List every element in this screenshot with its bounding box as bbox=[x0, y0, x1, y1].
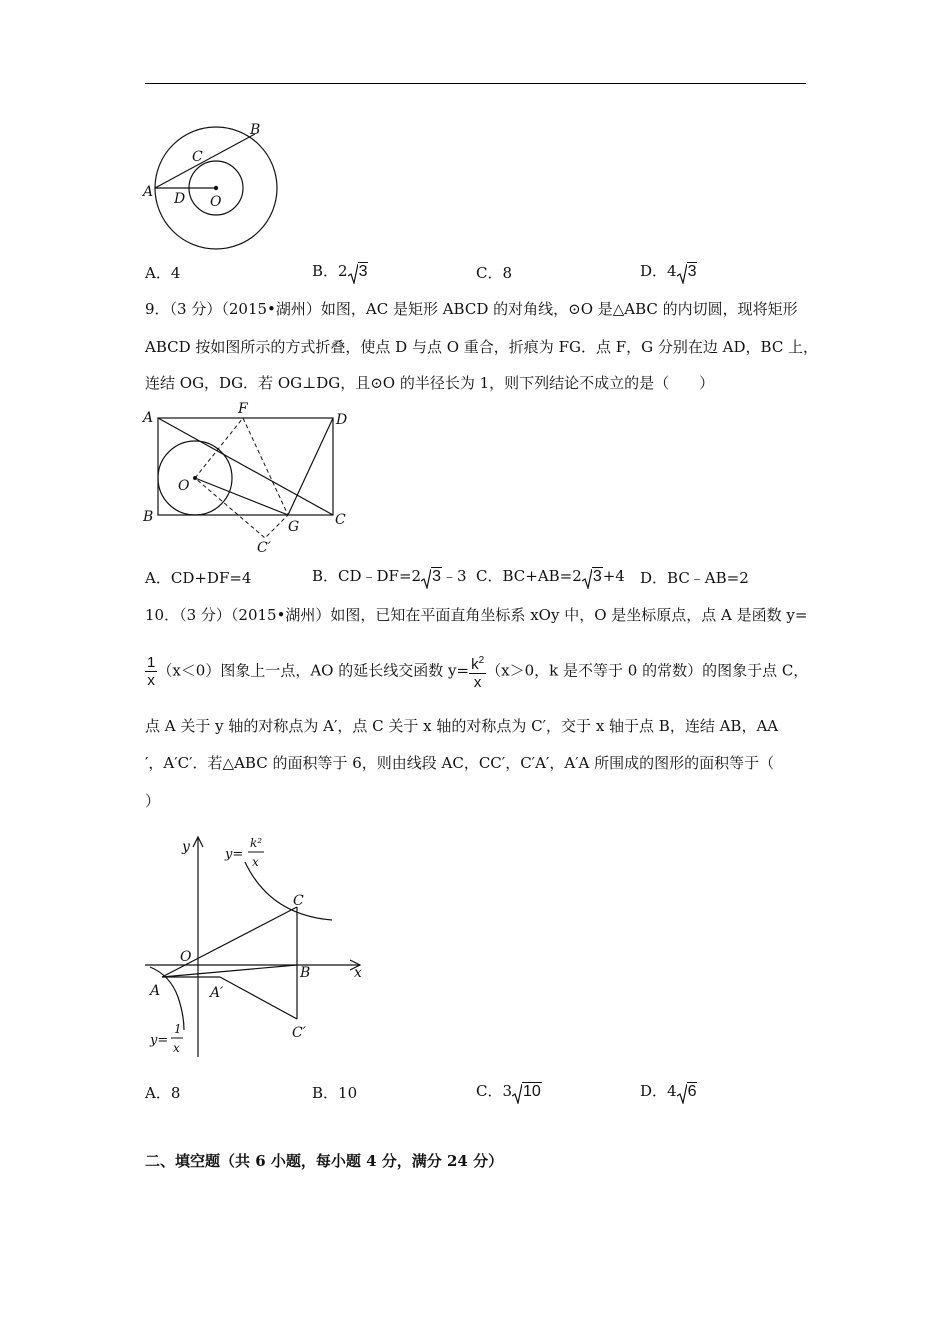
q9-figure bbox=[140, 400, 365, 560]
fold-lines bbox=[195, 418, 288, 538]
q8-option-d: D．4 3 bbox=[640, 260, 697, 281]
header-rule bbox=[145, 83, 806, 84]
label-g: G bbox=[288, 519, 300, 535]
q10-figure bbox=[140, 825, 380, 1065]
label-a: A bbox=[143, 410, 154, 426]
label-f: F bbox=[238, 401, 248, 417]
q10-line-4: ′，A′C′．若△ABC 的面积等于 6，则由线段 AC，CC′，C′A′，A′A 所围成的图形的面积等于（ bbox=[145, 754, 775, 772]
label-b: B bbox=[300, 965, 311, 981]
q8-option-b: B．2 3 bbox=[312, 260, 368, 281]
q9-option-d: D．BC﹣AB=2 bbox=[640, 569, 749, 587]
label-c: C bbox=[335, 512, 346, 528]
label-fn-top: y= bbox=[225, 847, 244, 862]
label-o: O bbox=[210, 194, 222, 210]
q8-option-c: C．8 bbox=[476, 264, 513, 282]
label-fn-top-den: x bbox=[252, 855, 259, 869]
diagonal-ac bbox=[158, 418, 333, 515]
q10-option-d: D．4 6 bbox=[640, 1080, 697, 1101]
label-d: D bbox=[336, 412, 348, 428]
label-fn-top-num: k² bbox=[250, 836, 263, 850]
sqrt-symbol: 10 bbox=[512, 1082, 542, 1101]
section-heading: 二、填空题（共 6 小题，每小题 4 分，满分 24 分） bbox=[145, 1152, 504, 1170]
q9-option-b: B．CD﹣DF=2 3﹣3 bbox=[312, 565, 467, 586]
sqrt-symbol: 3 bbox=[582, 567, 603, 586]
q8-option-a: A．4 bbox=[145, 264, 181, 282]
sqrt-symbol: 3 bbox=[677, 262, 698, 281]
label-x: x bbox=[354, 965, 362, 981]
label-o: O bbox=[180, 949, 192, 965]
q10-option-a: A．8 bbox=[145, 1084, 181, 1102]
segment-a-prime-c-prime bbox=[220, 977, 297, 1019]
q10-line-2: $\frac{1}{x}$ （x＜0）图象上一点，AO 的延长线交函数 y= $\frac{k^2}{x}$ （x＞0，k 是不等于 0 的常数）的图象于点 C， bbox=[147, 654, 809, 691]
q10-line-3: 点 A 关于 y 轴的对称点为 A′，点 C 关于 x 轴的对称点为 C′，交于 x 轴于点 B，连结 AB，AA bbox=[145, 717, 779, 735]
point-o bbox=[193, 476, 197, 480]
label-c-prime: C′ bbox=[257, 540, 271, 556]
sqrt-symbol: 6 bbox=[677, 1082, 698, 1101]
segment-og bbox=[195, 478, 288, 515]
q9-option-c: C．BC+AB=2 3+4 bbox=[476, 565, 625, 586]
chord-ab bbox=[155, 134, 255, 188]
label-c: C bbox=[192, 149, 203, 165]
label-b: B bbox=[143, 509, 154, 525]
label-d: D bbox=[174, 191, 186, 207]
q10-line-5: ） bbox=[145, 792, 161, 810]
label-o: O bbox=[178, 478, 190, 494]
label-y: y bbox=[182, 839, 190, 855]
center-point bbox=[214, 186, 218, 190]
label-fn-bot: y= bbox=[150, 1033, 169, 1048]
q8-figure bbox=[140, 118, 290, 258]
q10-option-b: B．10 bbox=[312, 1084, 358, 1102]
fraction-k2-over-x: $\frac{k^2}{x}$ bbox=[469, 652, 486, 691]
label-c: C bbox=[293, 893, 304, 909]
label-fn-bot-den: x bbox=[173, 1041, 180, 1055]
label-a: A bbox=[150, 983, 161, 999]
segment-dg bbox=[288, 418, 333, 515]
label-fn-bot-num: 1 bbox=[174, 1022, 182, 1036]
label-c-prime: C′ bbox=[292, 1025, 306, 1041]
label-a-prime: A′ bbox=[210, 985, 224, 1001]
q10-line-1: 10．（3 分）（2015•湖州）如图，已知在平面直角坐标系 xOy 中，O 是坐标原点，点 A 是函数 y= bbox=[145, 606, 808, 624]
q9-option-a: A．CD+DF=4 bbox=[145, 569, 252, 587]
fraction-1-over-x: $\frac{1}{x}$ bbox=[147, 654, 156, 689]
q10-option-c: C．3 10 bbox=[476, 1080, 542, 1101]
label-b: B bbox=[250, 122, 261, 138]
q9-line-3: 连结 OG，DG．若 OG⊥DG，且⊙O 的半径长为 1，则下列结论不成立的是（ ） bbox=[145, 374, 715, 392]
sqrt-symbol: 3 bbox=[348, 262, 369, 281]
sqrt-symbol: 3 bbox=[421, 567, 442, 586]
q9-line-1: 9．（3 分）（2015•湖州）如图，AC 是矩形 ABCD 的对角线，⊙O 是△ABC 的内切圆，现将矩形 bbox=[145, 300, 798, 318]
q9-line-2: ABCD 按如图所示的方式折叠，使点 D 与点 O 重合，折痕为 FG．点 F，G 分别在边 AD，BC 上， bbox=[145, 338, 819, 356]
label-a: A bbox=[143, 184, 154, 200]
